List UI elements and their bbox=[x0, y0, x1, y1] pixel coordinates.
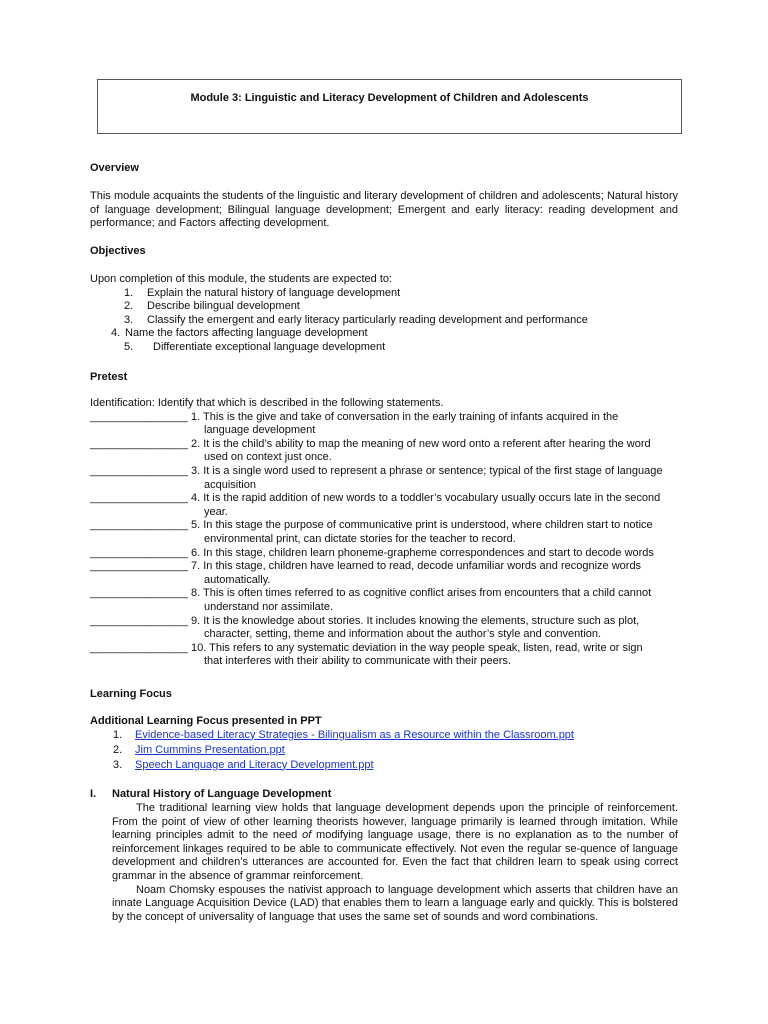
item-num: 1. bbox=[191, 410, 201, 423]
item-text: This is often times referred to as cognitive conflict arises from encounters that a child cannot bbox=[203, 587, 652, 600]
pretest-item bbox=[90, 465, 678, 492]
ppt-item bbox=[90, 729, 678, 744]
module-title: Module 3: Linguistic and Literacy Development of Children and Adolescents bbox=[190, 92, 589, 104]
objectives-heading-block bbox=[90, 245, 678, 259]
objective-num: 1. bbox=[124, 286, 134, 299]
pretest-item bbox=[90, 519, 678, 546]
item-text-cont: acquisition bbox=[204, 478, 256, 491]
ppt-num: 2. bbox=[113, 743, 123, 756]
item-num: 6. bbox=[191, 546, 201, 559]
item-text-cont: automatically. bbox=[204, 573, 271, 586]
objective-item bbox=[90, 314, 678, 328]
objective-num: 5. bbox=[124, 340, 134, 353]
pretest-item bbox=[90, 492, 678, 519]
objective-text: Describe bilingual development bbox=[147, 300, 300, 313]
item-text-cont: used on context just once. bbox=[204, 451, 332, 464]
item-num: 2. bbox=[191, 437, 201, 450]
overview-heading: Overview bbox=[90, 162, 139, 174]
objective-item bbox=[90, 327, 678, 341]
answer-blank: ________________ bbox=[90, 492, 188, 505]
overview-heading-block bbox=[90, 162, 678, 176]
learning-focus-heading-block bbox=[90, 688, 678, 702]
learning-focus-heading: Learning Focus bbox=[90, 688, 172, 700]
item-text-cont: that interferes with their ability to communicate with their peers. bbox=[204, 655, 511, 668]
answer-blank: ________________ bbox=[90, 410, 188, 423]
paragraph-text: The traditional learning view holds that language development depends upon the principle of reinforcement. From the point of view of other learning theorists however, language primarily is learned through imitation. While learning principles admit to the need bbox=[112, 802, 678, 842]
pretest-item bbox=[90, 587, 678, 614]
section-num: I. bbox=[90, 788, 97, 800]
item-text-cont: understand nor assimilate. bbox=[204, 600, 334, 613]
answer-blank: ________________ bbox=[90, 614, 188, 627]
ppt-link-evidence-based[interactable]: Evidence-based Literacy Strategies - Bilingualism as a Resource within the Classroom.ppt bbox=[135, 728, 574, 741]
section-1-heading bbox=[90, 788, 678, 802]
item-num: 5. bbox=[191, 519, 201, 532]
pretest-intro: Identification: Identify that which is described in the following statements. bbox=[90, 397, 444, 409]
ppt-heading: Additional Learning Focus presented in PPT bbox=[90, 715, 322, 727]
pretest-item bbox=[90, 438, 678, 465]
overview-text: This module acquaints the students of the linguistic and literary development of children and adolescents; Natural history of language development; Bilingual language development; Emergent and early literacy: reading development and performance; and Factors affecting development. bbox=[90, 190, 678, 230]
item-text: It is the rapid addition of new words to a toddler’s vocabulary usually occurs late in the second bbox=[203, 492, 661, 505]
emphasis-text: of bbox=[302, 829, 312, 842]
item-text-cont: year. bbox=[204, 505, 228, 518]
pretest-block bbox=[90, 397, 678, 669]
paragraph-text: modifying language usage, there is no explanation as to the number of reinforcement linkages required to be able to communicate effectively. Not even the regular se-quence of language development and children’s utterances are accounted for. Even the fact that children learn to speak using correct grammar in the absence of grammar reinforcement. bbox=[112, 829, 678, 882]
item-text: This is the give and take of conversation in the early training of infants acquired in the bbox=[203, 410, 619, 423]
ppt-link-jim-cummins[interactable]: Jim Cummins Presentation.ppt bbox=[135, 743, 285, 756]
ppt-item bbox=[90, 759, 678, 774]
item-num: 7. bbox=[191, 560, 201, 573]
item-text: In this stage the purpose of communicative print is understood, where children start to notice bbox=[203, 519, 653, 532]
item-text-cont: character, setting, theme and information about the author’s style and convention. bbox=[204, 628, 602, 641]
ppt-num: 3. bbox=[113, 758, 123, 771]
objective-item bbox=[90, 287, 678, 301]
objective-text: Differentiate exceptional language development bbox=[153, 340, 386, 353]
pretest-heading: Pretest bbox=[90, 371, 128, 383]
item-num: 3. bbox=[191, 464, 201, 477]
objective-num: 3. bbox=[124, 313, 134, 326]
ppt-num: 1. bbox=[113, 728, 123, 741]
objective-item bbox=[90, 300, 678, 314]
section-1-body bbox=[112, 802, 678, 924]
answer-blank: ________________ bbox=[90, 437, 188, 450]
ppt-block bbox=[90, 715, 678, 774]
pretest-item bbox=[90, 642, 678, 669]
section-1 bbox=[90, 788, 678, 924]
item-text: It is the knowledge about stories. It includes knowing the elements, structure such as plot, bbox=[203, 614, 640, 627]
item-text: It is the child’s ability to map the meaning of new word onto a referent after hearing the word bbox=[203, 437, 651, 450]
pretest-item bbox=[90, 411, 678, 438]
answer-blank: ________________ bbox=[90, 464, 188, 477]
section-1-paragraph-1 bbox=[112, 802, 678, 884]
item-text: It is a single word used to represent a phrase or sentence; typical of the first stage of language bbox=[203, 464, 663, 477]
item-text: This refers to any systematic deviation in the way people speak, listen, read, write or sign bbox=[209, 641, 643, 654]
item-text: In this stage, children learn phoneme-grapheme correspondences and start to decode words bbox=[203, 546, 654, 559]
ppt-link-speech-language[interactable]: Speech Language and Literacy Development.ppt bbox=[135, 758, 374, 771]
objective-item bbox=[90, 341, 678, 355]
objective-num: 4. bbox=[111, 327, 121, 340]
pretest-item bbox=[90, 560, 678, 587]
objective-num: 2. bbox=[124, 300, 134, 313]
answer-blank: ________________ bbox=[90, 560, 188, 573]
item-num: 4. bbox=[191, 492, 201, 505]
item-num: 8. bbox=[191, 587, 201, 600]
objectives-block bbox=[90, 273, 678, 355]
item-num: 9. bbox=[191, 614, 201, 627]
section-title: Natural History of Language Development bbox=[112, 788, 332, 800]
item-num: 10. bbox=[191, 641, 207, 654]
item-text-cont: language development bbox=[204, 424, 316, 437]
item-text-cont: environmental print, can dictate stories for the teacher to record. bbox=[204, 532, 516, 545]
answer-blank: ________________ bbox=[90, 641, 188, 654]
answer-blank: ________________ bbox=[90, 587, 188, 600]
objectives-heading: Objectives bbox=[90, 245, 146, 257]
ppt-item bbox=[90, 744, 678, 759]
pretest-item bbox=[90, 547, 678, 561]
objectives-intro: Upon completion of this module, the students are expected to: bbox=[90, 273, 393, 285]
objective-text: Classify the emergent and early literacy particularly reading development and performance bbox=[147, 313, 588, 326]
objective-text: Name the factors affecting language development bbox=[125, 327, 368, 340]
pretest-item bbox=[90, 615, 678, 642]
section-1-paragraph-2: Noam Chomsky espouses the nativist approach to language development which asserts that children have an innate Language Acquisition Device (LAD) that enables them to learn a language early and quickly. This is bolstered by the concept of universality of language that uses the same set of sounds and word combinations. bbox=[112, 883, 678, 923]
objective-text: Explain the natural history of language development bbox=[147, 286, 401, 299]
answer-blank: ________________ bbox=[90, 519, 188, 532]
pretest-heading-block bbox=[90, 371, 678, 385]
answer-blank: ________________ bbox=[90, 546, 188, 559]
item-text: In this stage, children have learned to read, decode unfamiliar words and recognize words bbox=[203, 560, 642, 573]
title-box bbox=[97, 79, 682, 134]
